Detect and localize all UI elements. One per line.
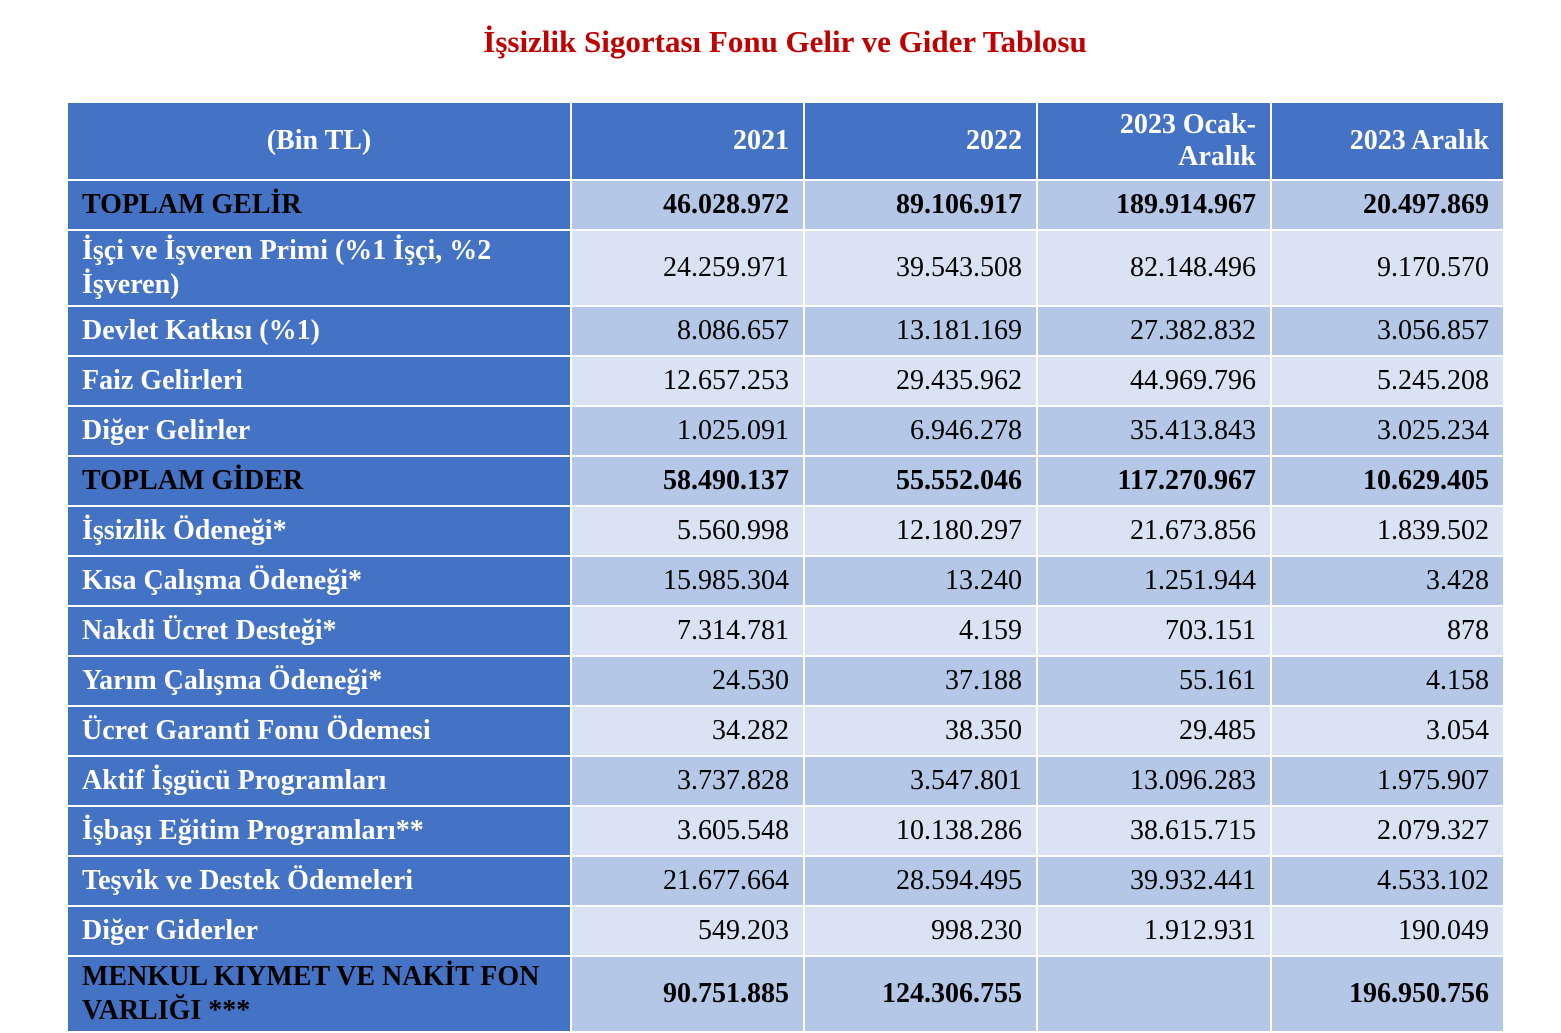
cell-2023-jan-dec: 35.413.843 — [1037, 406, 1271, 456]
cell-2023-december: 1.839.502 — [1271, 506, 1504, 556]
cell-2022: 13.181.169 — [804, 306, 1037, 356]
cell-2021: 3.605.548 — [571, 806, 804, 856]
header-2023-december: 2023 Aralık — [1271, 102, 1504, 180]
cell-2021: 15.985.304 — [571, 556, 804, 606]
cell-2021: 24.530 — [571, 656, 804, 706]
header-2021: 2021 — [571, 102, 804, 180]
row-label: İşsizlik Ödeneği* — [67, 506, 571, 556]
row-label: Aktif İşgücü Programları — [67, 756, 571, 806]
table-row — [67, 556, 1504, 606]
table-row-fund-assets — [67, 956, 1504, 1032]
cell-2023-jan-dec: 27.382.832 — [1037, 306, 1271, 356]
cell-2023-jan-dec: 55.161 — [1037, 656, 1271, 706]
row-label: Nakdi Ücret Desteği* — [67, 606, 571, 656]
row-label: Diğer Gelirler — [67, 406, 571, 456]
cell-2022: 3.547.801 — [804, 756, 1037, 806]
header-unit-label: (Bin TL) — [67, 102, 571, 180]
row-label: Faiz Gelirleri — [67, 356, 571, 406]
table-row — [67, 756, 1504, 806]
table-row — [67, 806, 1504, 856]
cell-2022: 13.240 — [804, 556, 1037, 606]
cell-2022: 6.946.278 — [804, 406, 1037, 456]
cell-2023-jan-dec: 1.251.944 — [1037, 556, 1271, 606]
cell-2023-december: 20.497.869 — [1271, 180, 1504, 230]
cell-2023-december: 4.158 — [1271, 656, 1504, 706]
table-row — [67, 656, 1504, 706]
cell-2023-jan-dec: 44.969.796 — [1037, 356, 1271, 406]
cell-2021: 21.677.664 — [571, 856, 804, 906]
table-row — [67, 406, 1504, 456]
row-label: Yarım Çalışma Ödeneği* — [67, 656, 571, 706]
cell-2023-jan-dec: 38.615.715 — [1037, 806, 1271, 856]
row-label: Ücret Garanti Fonu Ödemesi — [67, 706, 571, 756]
table-row — [67, 606, 1504, 656]
row-label: Diğer Giderler — [67, 906, 571, 956]
cell-2022: 124.306.755 — [804, 956, 1037, 1032]
cell-2022: 29.435.962 — [804, 356, 1037, 406]
row-label: Kısa Çalışma Ödeneği* — [67, 556, 571, 606]
table-row-total-income — [67, 180, 1504, 230]
table-row — [67, 706, 1504, 756]
row-label: TOPLAM GELİR — [67, 180, 571, 230]
cell-2021: 12.657.253 — [571, 356, 804, 406]
cell-2022: 38.350 — [804, 706, 1037, 756]
cell-2023-december: 10.629.405 — [1271, 456, 1504, 506]
cell-2023-jan-dec: 703.151 — [1037, 606, 1271, 656]
cell-2023-jan-dec: 189.914.967 — [1037, 180, 1271, 230]
cell-2021: 549.203 — [571, 906, 804, 956]
cell-2023-december: 2.079.327 — [1271, 806, 1504, 856]
cell-2022: 10.138.286 — [804, 806, 1037, 856]
cell-2023-jan-dec: 117.270.967 — [1037, 456, 1271, 506]
cell-2021: 1.025.091 — [571, 406, 804, 456]
row-label: MENKUL KIYMET VE NAKİT FON VARLIĞI *** — [67, 956, 571, 1032]
cell-2023-jan-dec: 29.485 — [1037, 706, 1271, 756]
cell-2023-december: 3.428 — [1271, 556, 1504, 606]
income-expense-table — [66, 101, 1505, 1033]
cell-2023-december: 190.049 — [1271, 906, 1504, 956]
cell-2023-jan-dec: 21.673.856 — [1037, 506, 1271, 556]
row-label: İşçi ve İşveren Primi (%1 İşçi, %2 İşveren) — [67, 230, 571, 306]
cell-2023-december: 878 — [1271, 606, 1504, 656]
cell-2021: 8.086.657 — [571, 306, 804, 356]
table-row — [67, 506, 1504, 556]
header-2022: 2022 — [804, 102, 1037, 180]
row-label: Devlet Katkısı (%1) — [67, 306, 571, 356]
cell-2023-december: 9.170.570 — [1271, 230, 1504, 306]
table-row — [67, 306, 1504, 356]
cell-2022: 55.552.046 — [804, 456, 1037, 506]
cell-2021: 7.314.781 — [571, 606, 804, 656]
page-title: İşsizlik Sigortası Fonu Gelir ve Gider Tablosu — [483, 24, 1087, 59]
cell-2021: 90.751.885 — [571, 956, 804, 1032]
cell-2023-december: 196.950.756 — [1271, 956, 1504, 1032]
cell-2021: 24.259.971 — [571, 230, 804, 306]
cell-2022: 4.159 — [804, 606, 1037, 656]
header-2023-jan-dec: 2023 Ocak-Aralık — [1037, 102, 1271, 180]
cell-2023-december: 5.245.208 — [1271, 356, 1504, 406]
cell-2023-jan-dec: 1.912.931 — [1037, 906, 1271, 956]
cell-2021: 5.560.998 — [571, 506, 804, 556]
cell-2023-december: 1.975.907 — [1271, 756, 1504, 806]
row-label: TOPLAM GİDER — [67, 456, 571, 506]
cell-2021: 34.282 — [571, 706, 804, 756]
cell-2023-december: 4.533.102 — [1271, 856, 1504, 906]
table-row — [67, 856, 1504, 906]
cell-2023-december: 3.054 — [1271, 706, 1504, 756]
cell-2022: 12.180.297 — [804, 506, 1037, 556]
cell-2021: 58.490.137 — [571, 456, 804, 506]
cell-2023-jan-dec — [1037, 956, 1271, 1032]
cell-2021: 3.737.828 — [571, 756, 804, 806]
cell-2022: 89.106.917 — [804, 180, 1037, 230]
cell-2023-jan-dec: 39.932.441 — [1037, 856, 1271, 906]
cell-2022: 37.188 — [804, 656, 1037, 706]
table-row — [67, 906, 1504, 956]
cell-2023-december: 3.025.234 — [1271, 406, 1504, 456]
table-row — [67, 356, 1504, 406]
table-row-total-expense — [67, 456, 1504, 506]
cell-2023-jan-dec: 13.096.283 — [1037, 756, 1271, 806]
cell-2023-december: 3.056.857 — [1271, 306, 1504, 356]
cell-2022: 998.230 — [804, 906, 1037, 956]
cell-2021: 46.028.972 — [571, 180, 804, 230]
table-row — [67, 230, 1504, 306]
table-header-row — [67, 102, 1504, 180]
cell-2022: 39.543.508 — [804, 230, 1037, 306]
cell-2023-jan-dec: 82.148.496 — [1037, 230, 1271, 306]
row-label: Teşvik ve Destek Ödemeleri — [67, 856, 571, 906]
cell-2022: 28.594.495 — [804, 856, 1037, 906]
row-label: İşbaşı Eğitim Programları** — [67, 806, 571, 856]
